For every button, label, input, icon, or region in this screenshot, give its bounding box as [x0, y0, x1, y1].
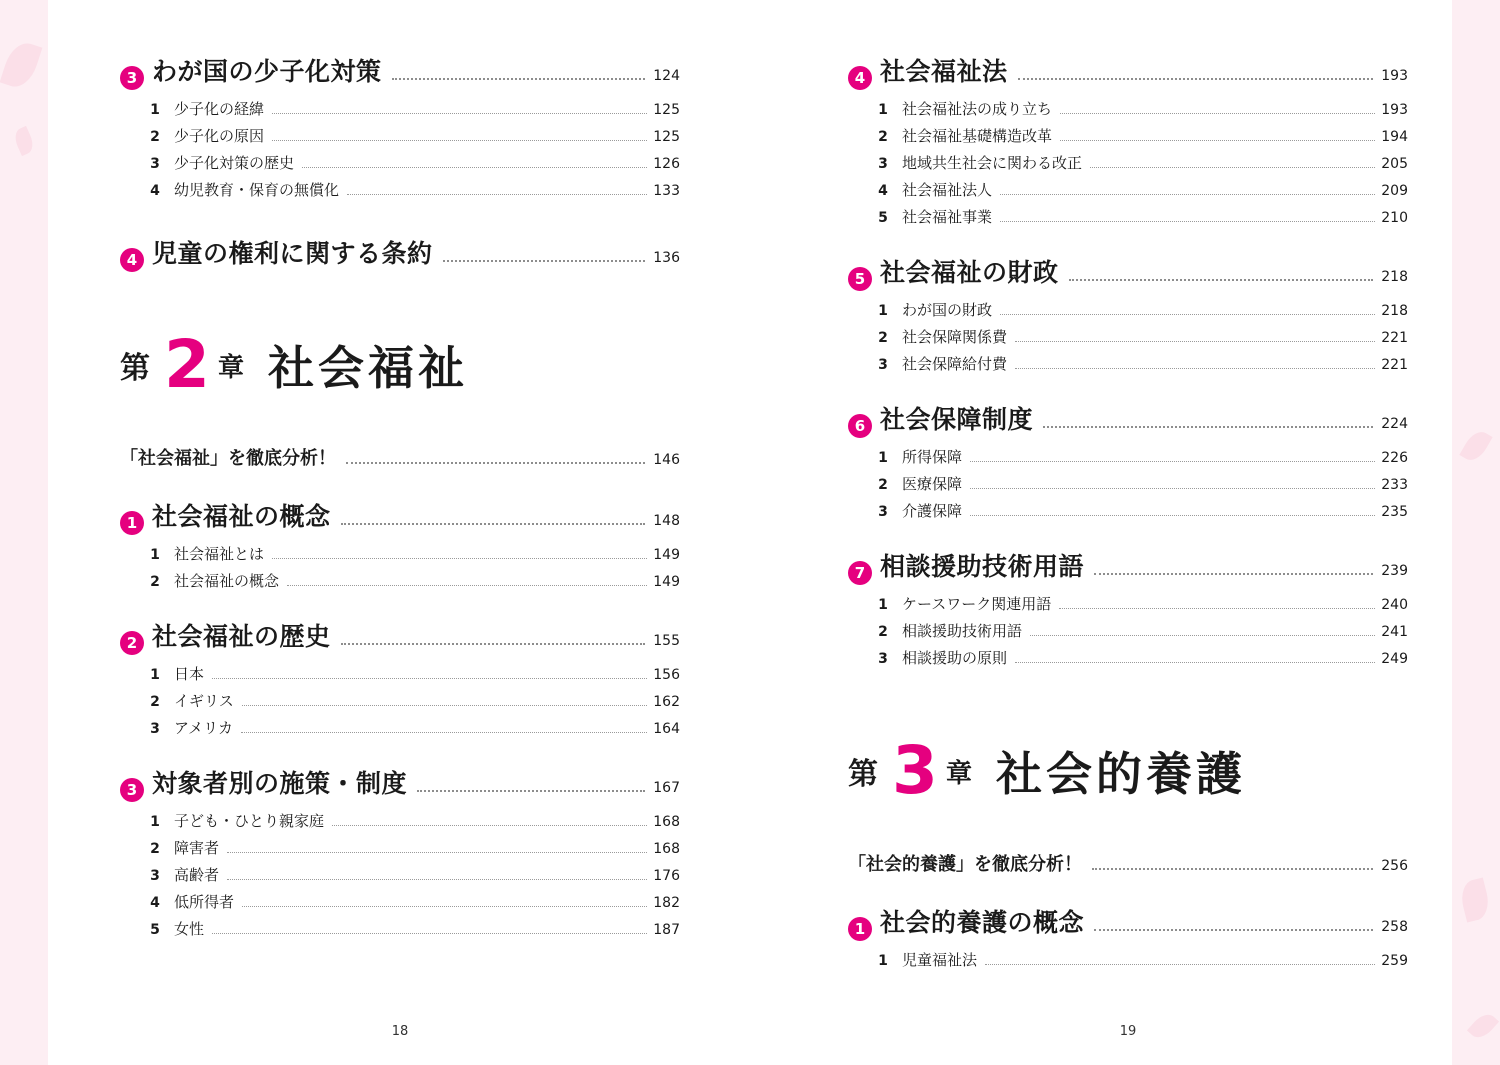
subsection-number: 3 — [878, 357, 888, 373]
list-item[interactable] — [874, 647, 1408, 668]
subsection-number: 2 — [150, 574, 160, 590]
toc-section-header[interactable] — [848, 400, 1408, 436]
chapter-number: 2 — [164, 326, 210, 403]
analysis-title: 「社会的養護」を徹底分析！ — [848, 854, 1082, 874]
leader-dots — [1015, 367, 1375, 369]
page-number: 125 — [653, 129, 680, 145]
section-number-badge: 6 — [848, 414, 872, 438]
subsection-number: 1 — [878, 102, 888, 118]
subsection-number: 4 — [150, 895, 160, 911]
toc-section-header[interactable] — [120, 234, 680, 270]
page-number: 205 — [1381, 156, 1408, 172]
section-number-badge: 3 — [120, 778, 144, 802]
leader-dots — [241, 731, 647, 733]
subsection-title: 相談援助の原則 — [902, 650, 1008, 667]
subsection-title: 社会保障給付費 — [902, 356, 1008, 373]
subsection-title: 所得保障 — [902, 449, 963, 466]
list-item[interactable] — [874, 353, 1408, 374]
subsection-title: 日本 — [174, 666, 205, 683]
toc-section-header[interactable] — [120, 617, 680, 653]
toc-section-header[interactable] — [120, 497, 680, 533]
page-number: 168 — [653, 814, 680, 830]
page-number: 149 — [653, 574, 680, 590]
leader-dots — [212, 932, 647, 934]
section-title: 相談援助技術用語 — [880, 553, 1085, 581]
toc-section-header[interactable] — [120, 764, 680, 800]
leader-dots — [227, 851, 647, 853]
subsection-number: 2 — [878, 330, 888, 346]
toc-section[interactable] — [120, 617, 680, 738]
page-number: 241 — [1381, 624, 1408, 640]
list-item[interactable] — [874, 473, 1408, 494]
leader-dots — [242, 704, 648, 706]
list-item[interactable] — [874, 949, 1408, 970]
subsection-title: 障害者 — [174, 840, 220, 857]
list-item[interactable] — [874, 620, 1408, 641]
page-number: 259 — [1381, 953, 1408, 969]
toc-section-header[interactable] — [120, 52, 680, 88]
subsection-title: 社会福祉基礎構造改革 — [902, 128, 1053, 145]
leader-dots — [332, 824, 647, 826]
leader-dots — [227, 878, 647, 880]
chapter-heading — [120, 326, 680, 403]
subsection-title: アメリカ — [174, 720, 233, 737]
toc-section[interactable] — [848, 253, 1408, 374]
subsection-title: 社会保障関係費 — [902, 329, 1008, 346]
subsection-title: 少子化対策の歴史 — [174, 155, 295, 172]
section-title: 社会福祉の概念 — [152, 503, 331, 531]
list-item[interactable] — [146, 125, 680, 146]
page-number: 168 — [653, 841, 680, 857]
petal-decoration — [0, 38, 42, 91]
leader-dots — [272, 112, 647, 114]
leader-dots — [341, 642, 646, 645]
leader-dots — [443, 259, 646, 262]
subsection-title: 子ども・ひとり親家庭 — [174, 813, 325, 830]
page-number: 218 — [1381, 269, 1408, 285]
leader-dots — [1018, 77, 1374, 80]
list-item[interactable] — [146, 152, 680, 173]
page-number: 221 — [1381, 330, 1408, 346]
leader-dots — [272, 139, 647, 141]
page-number: 176 — [653, 868, 680, 884]
leader-dots — [1015, 340, 1375, 342]
petal-decoration — [1459, 427, 1492, 465]
toc-section[interactable] — [120, 497, 680, 591]
subsection-number: 2 — [150, 841, 160, 857]
section-number-badge: 1 — [120, 511, 144, 535]
toc-section[interactable] — [120, 52, 680, 200]
toc-section-header[interactable] — [848, 52, 1408, 88]
leader-dots — [287, 584, 647, 586]
leader-dots — [1060, 112, 1375, 114]
list-item[interactable] — [146, 570, 680, 591]
page-number: 124 — [653, 68, 680, 84]
leader-dots — [1094, 572, 1373, 575]
list-item[interactable] — [874, 446, 1408, 467]
page-number: 240 — [1381, 597, 1408, 613]
section-title: わが国の少子化対策 — [152, 58, 382, 86]
toc-section[interactable] — [848, 400, 1408, 521]
subsection-title: 地域共生社会に関わる改正 — [902, 155, 1083, 172]
page-number: 194 — [1381, 129, 1408, 145]
toc-subsection-list — [120, 98, 680, 200]
leader-dots — [1015, 661, 1375, 663]
leader-dots — [970, 460, 1375, 462]
page-number: 235 — [1381, 504, 1408, 520]
page-number: 233 — [1381, 477, 1408, 493]
list-item[interactable] — [874, 500, 1408, 521]
subsection-number: 3 — [150, 868, 160, 884]
toc-subsection-list — [120, 663, 680, 738]
list-item[interactable] — [874, 593, 1408, 614]
folio-left: 18 — [391, 1024, 409, 1039]
leader-dots — [1094, 928, 1373, 931]
page-number: 221 — [1381, 357, 1408, 373]
subsection-title: イギリス — [174, 693, 234, 710]
page-number: 164 — [653, 721, 680, 737]
section-number-badge: 4 — [848, 66, 872, 90]
petal-decoration — [1458, 877, 1493, 922]
page-number: 249 — [1381, 651, 1408, 667]
subsection-title: 介護保障 — [902, 503, 963, 520]
subsection-title: 医療保障 — [902, 476, 963, 493]
subsection-title: 幼児教育・保育の無償化 — [174, 182, 340, 199]
subsection-title: 相談援助技術用語 — [902, 623, 1023, 640]
list-item[interactable] — [874, 299, 1408, 320]
subsection-title: 高齢者 — [174, 867, 220, 884]
list-item[interactable] — [146, 543, 680, 564]
chapter-number: 3 — [892, 732, 938, 809]
list-item[interactable] — [146, 837, 680, 858]
leader-dots — [1000, 313, 1375, 315]
analysis-entry[interactable] — [120, 444, 680, 471]
subsection-number: 3 — [150, 721, 160, 737]
list-item[interactable] — [874, 152, 1408, 173]
page-number: 193 — [1381, 102, 1408, 118]
leader-dots — [392, 77, 646, 80]
section-title: 社会保障制度 — [880, 406, 1034, 434]
toc-section[interactable] — [848, 52, 1408, 227]
leader-dots — [272, 557, 647, 559]
subsection-title: 社会福祉事業 — [902, 209, 993, 226]
page-number: 226 — [1381, 450, 1408, 466]
list-item[interactable] — [874, 179, 1408, 200]
leader-dots — [346, 461, 645, 464]
section-number-badge: 4 — [120, 248, 144, 272]
toc-subsection-list — [848, 593, 1408, 668]
petal-decoration — [1467, 1010, 1499, 1043]
subsection-title: わが国の財政 — [902, 302, 993, 319]
list-item[interactable] — [874, 326, 1408, 347]
chapter-heading — [848, 732, 1408, 809]
subsection-number: 3 — [878, 651, 888, 667]
section-number-badge: 5 — [848, 267, 872, 291]
section-title: 社会福祉の歴史 — [152, 623, 331, 651]
list-item[interactable] — [146, 918, 680, 939]
section-title: 対象者別の施策・制度 — [152, 770, 408, 798]
toc-subsection-list — [848, 949, 1408, 970]
list-item[interactable] — [874, 98, 1408, 119]
list-item[interactable] — [146, 891, 680, 912]
leader-dots — [1043, 425, 1373, 428]
leader-dots — [302, 166, 647, 168]
leader-dots — [1090, 166, 1375, 168]
leader-dots — [1059, 607, 1375, 609]
leader-dots — [347, 193, 647, 195]
section-number-badge: 2 — [120, 631, 144, 655]
section-title: 社会的養護の概念 — [880, 909, 1085, 937]
leader-dots — [242, 905, 647, 907]
subsection-number: 1 — [878, 597, 888, 613]
page-number: 256 — [1381, 858, 1408, 874]
subsection-number: 2 — [150, 694, 160, 710]
leader-dots — [1030, 634, 1375, 636]
page-number: 239 — [1381, 563, 1408, 579]
section-number-badge: 7 — [848, 561, 872, 585]
leader-dots — [970, 487, 1375, 489]
leader-dots — [341, 522, 646, 525]
toc-subsection-list — [120, 543, 680, 591]
section-title: 児童の権利に関する条約 — [152, 240, 433, 268]
subsection-title: 社会福祉の概念 — [174, 573, 280, 590]
page-number: 193 — [1381, 68, 1408, 84]
subsection-number: 4 — [878, 183, 888, 199]
page-number: 258 — [1381, 919, 1408, 935]
leader-dots — [1092, 867, 1373, 870]
petal-decoration — [11, 126, 36, 156]
chapter-title: 社会福祉 — [267, 342, 468, 394]
leader-dots — [985, 963, 1375, 965]
subsection-number: 1 — [878, 303, 888, 319]
analysis-entry[interactable] — [848, 850, 1408, 877]
leader-dots — [970, 514, 1375, 516]
leader-dots — [1069, 278, 1374, 281]
list-item[interactable] — [874, 125, 1408, 146]
subsection-number: 4 — [150, 183, 160, 199]
toc-subsection-list — [848, 98, 1408, 227]
chapter-title: 社会的養護 — [995, 748, 1246, 800]
subsection-number: 2 — [150, 129, 160, 145]
page-number: 182 — [653, 895, 680, 911]
toc-section-header[interactable] — [848, 547, 1408, 583]
leader-dots — [417, 789, 645, 792]
subsection-title: 少子化の原因 — [174, 128, 265, 145]
page-number: 210 — [1381, 210, 1408, 226]
page-number: 146 — [653, 452, 680, 468]
folio-right: 19 — [1119, 1024, 1137, 1039]
chapter-prefix: 第 — [120, 352, 150, 385]
subsection-number: 1 — [150, 102, 160, 118]
subsection-number: 3 — [878, 504, 888, 520]
list-item[interactable] — [146, 690, 680, 711]
subsection-number: 2 — [878, 477, 888, 493]
list-item[interactable] — [146, 864, 680, 885]
toc-subsection-list — [120, 810, 680, 939]
toc-section-header[interactable] — [848, 903, 1408, 939]
subsection-number: 1 — [150, 547, 160, 563]
leader-dots — [1060, 139, 1375, 141]
page-number: 218 — [1381, 303, 1408, 319]
page-number: 149 — [653, 547, 680, 563]
toc-section-header[interactable] — [848, 253, 1408, 289]
page-number: 156 — [653, 667, 680, 683]
section-number-badge: 3 — [120, 66, 144, 90]
page-number: 155 — [653, 633, 680, 649]
left-page — [120, 0, 680, 1065]
subsection-title: 女性 — [174, 921, 205, 938]
chapter-suffix: 章 — [217, 351, 244, 382]
subsection-number: 1 — [878, 953, 888, 969]
list-item[interactable] — [146, 663, 680, 684]
subsection-number: 1 — [150, 814, 160, 830]
list-item[interactable] — [146, 810, 680, 831]
chapter-prefix: 第 — [848, 758, 878, 791]
analysis-title: 「社会福祉」を徹底分析！ — [120, 448, 336, 468]
subsection-number: 3 — [150, 156, 160, 172]
chapter-suffix: 章 — [945, 757, 972, 788]
subsection-number: 3 — [878, 156, 888, 172]
subsection-number: 1 — [878, 450, 888, 466]
page-number: 167 — [653, 780, 680, 796]
section-title: 社会福祉の財政 — [880, 259, 1059, 287]
subsection-number: 2 — [878, 129, 888, 145]
subsection-title: 社会福祉法の成り立ち — [902, 101, 1053, 118]
page-number: 136 — [653, 250, 680, 266]
toc-section[interactable] — [848, 903, 1408, 970]
list-item[interactable] — [146, 98, 680, 119]
subsection-title: 児童福祉法 — [902, 952, 978, 969]
toc-section[interactable] — [848, 547, 1408, 668]
subsection-number: 5 — [150, 922, 160, 938]
subsection-title: 社会福祉法人 — [902, 182, 993, 199]
leader-dots — [1000, 220, 1375, 222]
list-item[interactable] — [146, 179, 680, 200]
leader-dots — [212, 677, 647, 679]
toc-section[interactable] — [120, 234, 680, 270]
book-spread — [48, 0, 1452, 1065]
page-number: 126 — [653, 156, 680, 172]
page-number: 209 — [1381, 183, 1408, 199]
section-number-badge: 1 — [848, 917, 872, 941]
list-item[interactable] — [146, 717, 680, 738]
leader-dots — [1000, 193, 1375, 195]
subsection-number: 5 — [878, 210, 888, 226]
subsection-title: 社会福祉とは — [174, 546, 265, 563]
list-item[interactable] — [874, 206, 1408, 227]
toc-subsection-list — [848, 446, 1408, 521]
page-number: 125 — [653, 102, 680, 118]
toc-subsection-list — [848, 299, 1408, 374]
subsection-title: 低所得者 — [174, 894, 235, 911]
subsection-title: 少子化の経緯 — [174, 101, 265, 118]
right-page — [848, 0, 1408, 1065]
subsection-number: 1 — [150, 667, 160, 683]
subsection-title: ケースワーク関連用語 — [902, 596, 1052, 613]
page-number: 133 — [653, 183, 680, 199]
page-number: 162 — [653, 694, 680, 710]
page-number: 224 — [1381, 416, 1408, 432]
section-title: 社会福祉法 — [880, 58, 1008, 86]
page-number: 187 — [653, 922, 680, 938]
page-number: 148 — [653, 513, 680, 529]
subsection-number: 2 — [878, 624, 888, 640]
toc-section[interactable] — [120, 764, 680, 939]
